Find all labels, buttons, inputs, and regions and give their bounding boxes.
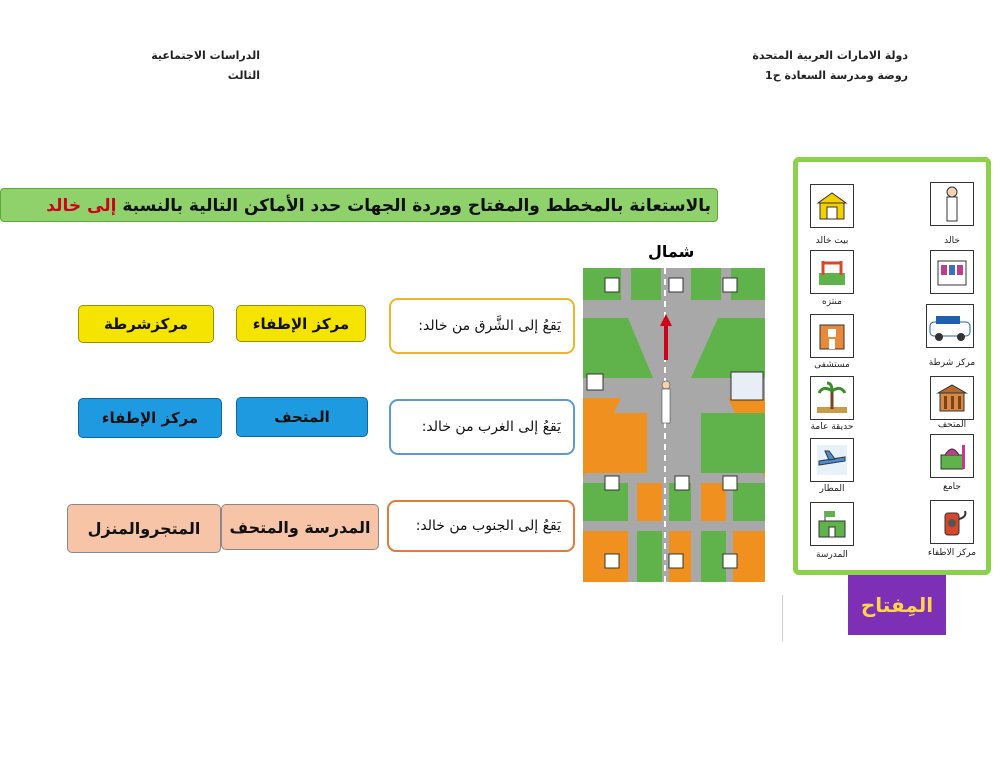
person-icon <box>930 182 974 226</box>
map-police-car-icon <box>731 372 763 400</box>
map-key <box>793 157 991 575</box>
map-building-icon <box>669 278 683 292</box>
mosque-icon <box>930 434 974 478</box>
map-building-icon <box>723 554 737 568</box>
map-block <box>637 483 662 521</box>
key-label-home: بيت خالد <box>815 236 849 246</box>
instruction-highlight: إلى خالد <box>46 196 117 216</box>
map-block <box>583 413 647 473</box>
key-label-khalid: خالد <box>944 236 960 246</box>
museum-icon <box>930 376 974 420</box>
school-header <box>752 46 908 86</box>
subject-name: الدراسات الاجتماعية <box>151 49 260 62</box>
map-block <box>631 268 661 300</box>
key-label-police: مركز شرطة <box>928 358 976 368</box>
map-block <box>691 268 721 300</box>
map-block <box>733 483 765 521</box>
playground-icon <box>810 250 854 294</box>
question-text: يَقعُ إلى الجنوب من خالد: <box>415 518 561 534</box>
school-name: روضة ومدرسة السعادة ح1 <box>765 69 908 82</box>
key-label-museum: المتحف <box>937 420 967 430</box>
question-east <box>389 298 575 354</box>
instruction-banner <box>0 188 718 222</box>
key-label-park: منتزه <box>822 297 842 307</box>
map-block <box>637 531 662 582</box>
palm-tree-icon <box>810 376 854 420</box>
map-block <box>701 413 765 473</box>
airplane-icon <box>810 438 854 482</box>
answer-option[interactable]: المدرسة والمتحف <box>221 504 379 550</box>
question-text: يَقعُ إلى الغرب من خالد: <box>421 419 561 435</box>
answer-option[interactable]: مركز الإطفاء <box>236 305 366 342</box>
house-icon <box>810 184 854 228</box>
fire-hydrant-icon <box>930 500 974 544</box>
police-car-icon <box>926 304 974 348</box>
school-icon <box>810 502 854 546</box>
neighborhood-map <box>583 268 765 582</box>
khalid-figure-icon <box>662 381 670 423</box>
north-label: شمال <box>648 242 695 261</box>
map-block <box>701 531 726 582</box>
key-label-public-garden: حديقة عامة <box>810 422 854 432</box>
instruction-text: بالاستعانة بالمخطط والمفتاح ووردة الجهات حدد الأماكن التالية بالنسبة <box>116 196 711 216</box>
key-title: المِفتاح <box>848 575 946 635</box>
answer-option[interactable]: مركز الإطفاء <box>78 398 222 438</box>
answer-option[interactable]: المتجروالمنزل <box>67 504 221 553</box>
key-label-fire: مركز الاطفاء <box>927 548 977 558</box>
divider <box>782 595 783 641</box>
map-building-icon <box>723 278 737 292</box>
grade-name: الثالث <box>227 69 260 82</box>
map-building-icon <box>605 554 619 568</box>
map-building-icon <box>675 476 689 490</box>
key-label-hospital: مستشفى <box>814 360 850 370</box>
question-west <box>389 399 575 455</box>
question-text: يَقعُ إلى الشَّرق من خالد: <box>418 318 561 334</box>
answer-option[interactable]: المتحف <box>236 397 368 437</box>
key-label-airport: المطار <box>819 484 845 494</box>
question-south <box>387 500 575 552</box>
map-building-icon <box>723 476 737 490</box>
subject-header <box>150 46 260 86</box>
map-graphic <box>583 268 765 582</box>
key-label-school: المدرسة <box>816 550 848 560</box>
store-icon <box>930 250 974 294</box>
map-building-icon <box>669 554 683 568</box>
country-name: دولة الامارات العربية المتحدة <box>752 49 908 62</box>
map-block <box>701 483 726 521</box>
map-building-icon <box>605 476 619 490</box>
hospital-icon <box>810 314 854 358</box>
map-block <box>733 531 765 582</box>
key-label-mosque: جامع <box>943 482 961 492</box>
map-building-icon <box>587 374 603 390</box>
answer-option[interactable]: مركزشرطة <box>78 305 214 343</box>
map-building-icon <box>605 278 619 292</box>
